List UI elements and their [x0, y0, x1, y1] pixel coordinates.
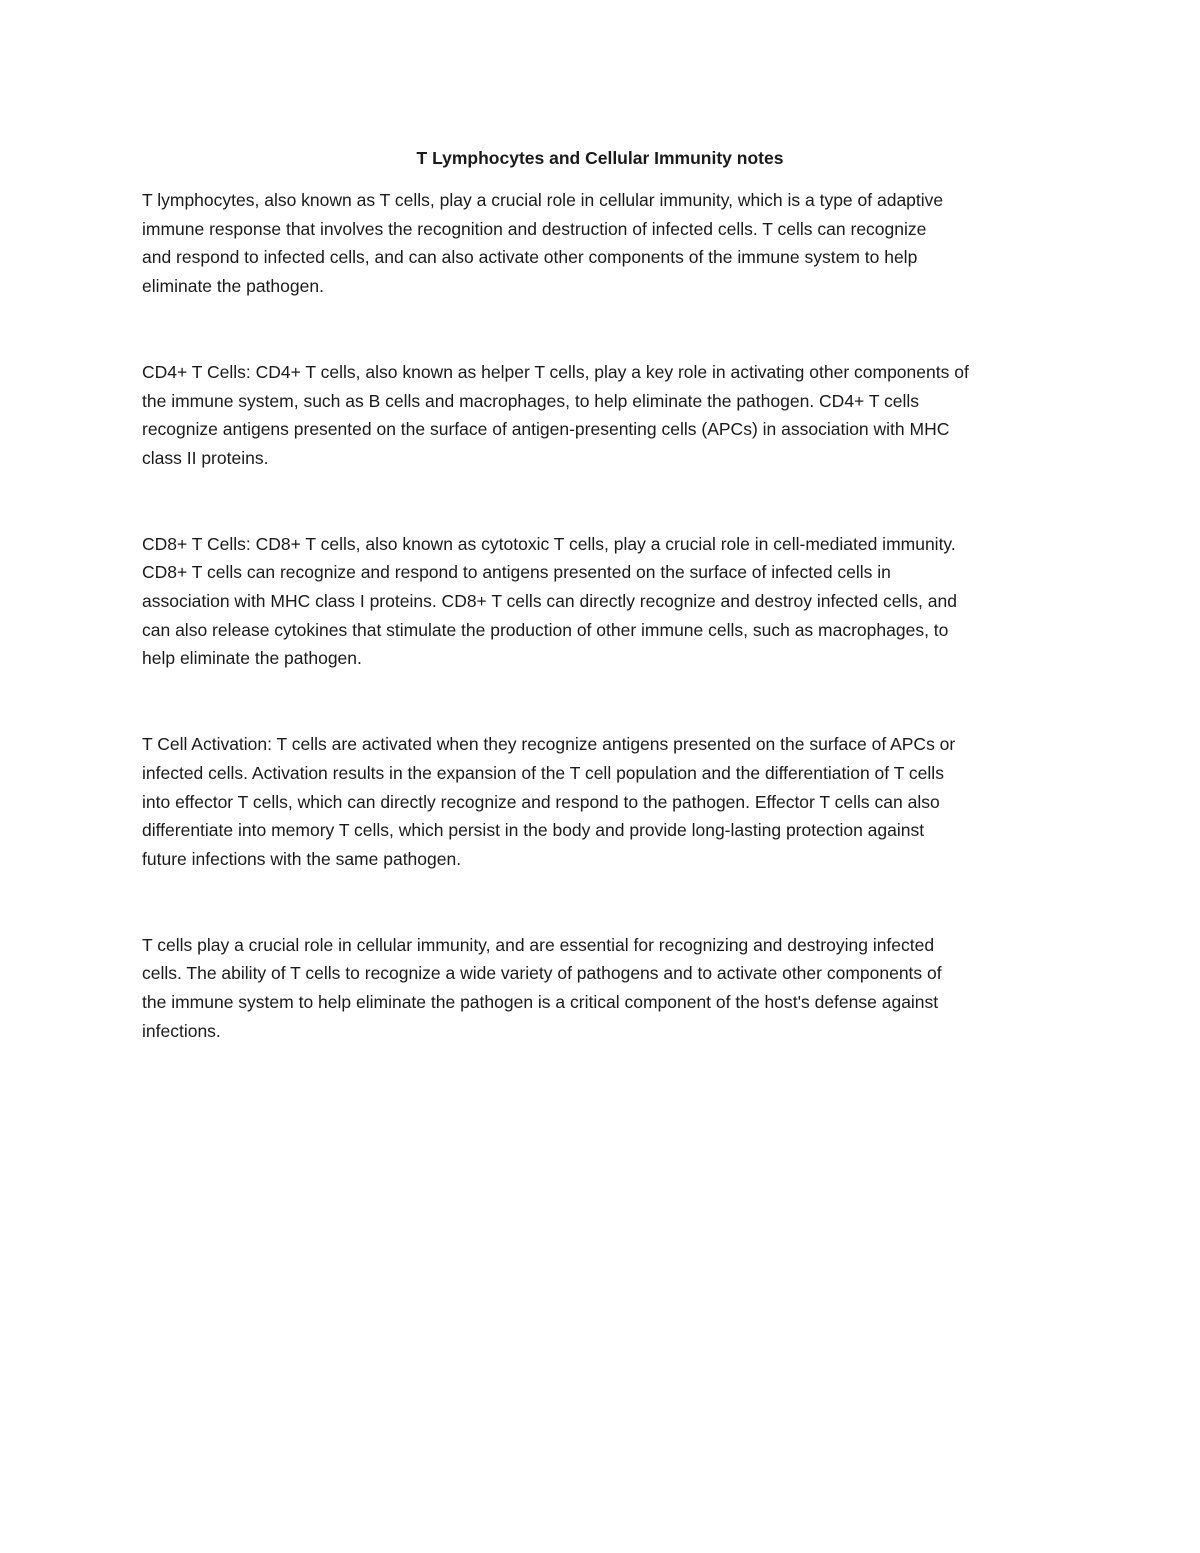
text-line: the immune system, such as B cells and macrophages, to help eliminate the pathogen. CD4+ T cells [142, 390, 920, 411]
document-title: T Lymphocytes and Cellular Immunity notes [416, 148, 784, 168]
document-body [142, 186, 1057, 1045]
paragraph-spacer [142, 301, 1057, 358]
text-line: infected cells. Activation results in the expansion of the T cell population and the differentiation of T cells [142, 762, 944, 783]
text-line: can also release cytokines that stimulate the production of other immune cells, such as macrophages, to [142, 619, 949, 640]
paragraph-activation [142, 730, 1057, 874]
text-line: CD8+ T cells can recognize and respond to antigens presented on the surface of infected cells in [142, 562, 891, 583]
paragraph-cd4 [142, 358, 1057, 473]
paragraph-summary [142, 931, 1057, 1046]
text-line: T lymphocytes, also known as T cells, play a crucial role in cellular immunity, which is a type of adaptive [142, 190, 944, 210]
text-line: help eliminate the pathogen. [142, 648, 362, 669]
text-line: into effector T cells, which can directly recognize and respond to the pathogen. Effector T cells can also [142, 791, 940, 812]
text-line: association with MHC class I proteins. CD8+ T cells can directly recognize and destroy infected cells, and [142, 591, 957, 612]
text-line: and respond to infected cells, and can also activate other components of the immune system to help [142, 247, 918, 268]
text-line: future infections with the same pathogen. [142, 848, 462, 869]
text-line: class II proteins. [142, 447, 269, 468]
paragraph-spacer [142, 473, 1057, 530]
text-line: the immune system to help eliminate the pathogen is a critical component of the host's defense against [142, 992, 939, 1013]
text-line: infections. [142, 1020, 221, 1041]
paragraph-cd8 [142, 530, 1057, 674]
text-line: CD4+ T Cells: CD4+ T cells, also known as helper T cells, play a key role in activating other components of [142, 361, 969, 382]
paragraph-intro [142, 186, 1057, 301]
text-line: CD8+ T Cells: CD8+ T cells, also known as cytotoxic T cells, play a crucial role in cell-mediated immunity. [142, 533, 956, 554]
text-line: differentiate into memory T cells, which persist in the body and provide long-lasting protection against [142, 820, 925, 841]
text-line: cells. The ability of T cells to recognize a wide variety of pathogens and to activate other components of [142, 963, 942, 984]
text-line: eliminate the pathogen. [142, 276, 324, 297]
text-line: T Cell Activation: T cells are activated when they recognize antigens presented on the surface of APCs or [142, 734, 956, 755]
text-line: T cells play a crucial role in cellular immunity, and are essential for recognizing and destroying infected [142, 934, 935, 955]
text-line: immune response that involves the recognition and destruction of infected cells. T cells can recognize [142, 218, 927, 239]
paragraph-spacer [142, 673, 1057, 730]
text-line: recognize antigens presented on the surface of antigen-presenting cells (APCs) in association with MHC [142, 419, 950, 440]
paragraph-spacer [142, 874, 1057, 931]
